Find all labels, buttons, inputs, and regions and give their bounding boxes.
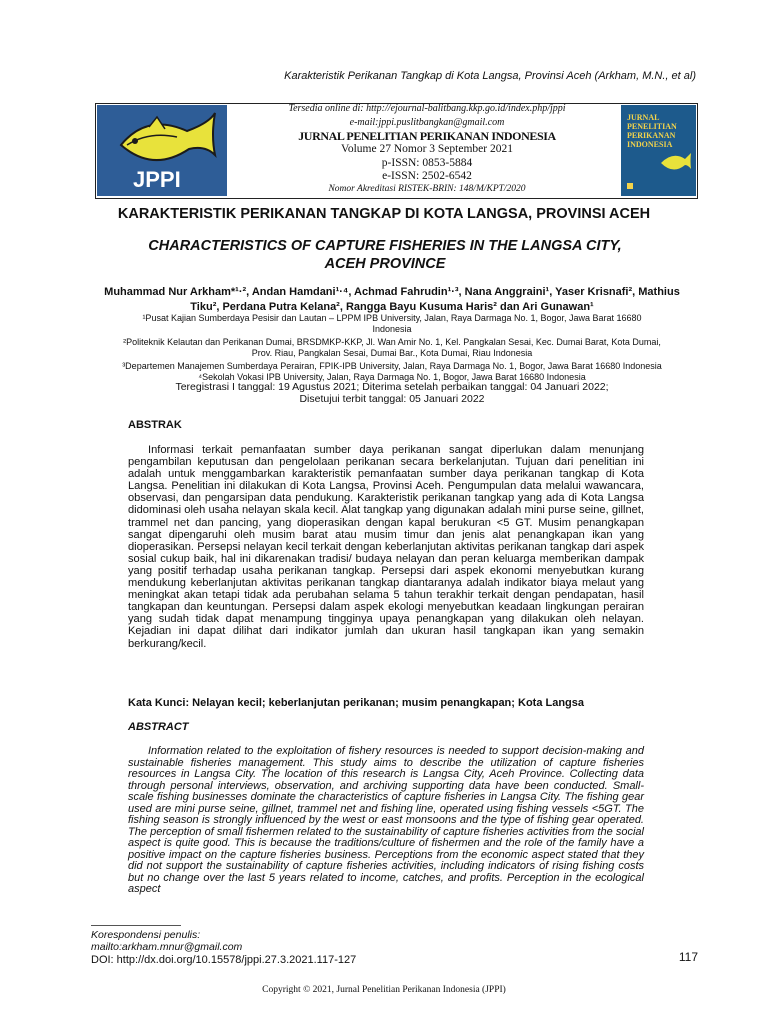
journal-online-url: Tersedia online di: http://ejournal-balitbang.kkp.go.id/index.php/jppi xyxy=(288,103,566,114)
journal-cover xyxy=(621,105,696,196)
title-english-line-2: ACEH PROVINCE xyxy=(324,256,446,272)
author-list xyxy=(88,285,696,315)
title-indonesian: KARAKTERISTIK PERIKANAN TANGKAP DI KOTA LANGSA, PROVINSI ACEH xyxy=(117,206,651,222)
journal-eissn: e-ISSN: 2502-6542 xyxy=(382,170,472,182)
cover-title-4: INDONESIA xyxy=(627,140,673,149)
abstrak-paragraph: Informasi terkait pemanfaatan sumber daya perikanan sangat diperlukan dalam menunjang pengambilan keputusan dan pengelolaan perikanan secara berkelanjutan. Tujuan dari penelitian ini adalah untuk menggambarkan karakteristik pemanfaatan sumber daya perikanan tangkap di Kota Langsa. Penelitian ini dilakukan di Kota Langsa, Provinsi Aceh. Pengumpulan data melalui wawancara, observasi, dan pengarsipan data pendukung. Karakteristik perikanan tangkap yang ada di Kota Langsa didominasi oleh usaha nelayan skala kecil. Alat tangkap yang digunakan adalah mini purse seine, gillnet, trammel net dan pancing, yang dioperasikan dengan kapal berukuran <5 GT. Musim penangkapan sangat dipengaruhi oleh musim barat atau musim timur dan jenis alat penangkapan ikan yang dioperasikan. Persepsi nelayan kecil terkait dengan keberlanjutan aktivitas perikanan tangkap dari aspek sosial cukup baik, hal ini dikarenakan tradisi/ budaya nelayan dan peran keluarga memberikan dampak yang positif terhadap usaha perikanan tangkap. Persepsi dari aspek ekonomi menyebutkan kurang mendukung keberlanjutan aktivitas perikanan tangkap diantaranya adalah indikator biaya melaut yang meningkat akan tetapi tidak ada perubahan selama 5 tahun terakhir terkait dengan pendapatan, hasil tangkapan dan keuntungan. Persepsi dalam aspek ekologi menyebutkan keadaan lingkungan perairan yang sudah tidak dapat menampung tingginya upaya penangkapan yang dilakukan oleh nelayan. Kejadian ini dapat dilihat dari indikator jumlah dan ukuran hasil tangkapan ikan yang semakin berkurang/kecil. xyxy=(128,444,644,650)
journal-accreditation: Nomor Akreditasi RISTEK-BRIN: 148/M/KPT/2020 xyxy=(328,184,526,194)
jppi-logo-text: JPPI xyxy=(133,167,181,192)
cover-title-3: PERIKANAN xyxy=(627,131,676,140)
affiliation-1-line-1: ¹Pusat Kajian Sumberdaya Pesisir dan Lautan – LPPM IPB University, Jalan, Raya Darmaga No. 1, Bogor, Jawa Barat 16680 xyxy=(142,313,642,323)
affiliation-2 xyxy=(88,337,696,359)
author-line-1: Muhammad Nur Arkham*¹·², Andan Hamdani¹·⁴, Achmad Fahrudin¹·³, Nana Anggraini¹, Yaser Krisnafi², Mathius xyxy=(104,286,680,298)
abstract-paragraph: Information related to the exploitation of fishery resources is needed to support decision-making and sustainable fisheries management. This study aims to describe the utilization of capture fisheries resources in Langsa City. The location of this research is Langsa City, Aceh Province. Collecting data through personal interviews, observation, and archiving supporting data have been conducted. Small-scale fishing businesses dominate the characteristics of capture fisheries in Langsa City. The fishing gear used are mini purse seine, gillnet, trammel net and fishing line, operated using fishing vessels <5GT. The fishing season is strongly influenced by the west or east monsoons and the type of fishing gear operated. The perception of small fishermen related to the sustainability of capture fisheries activities from the social aspect is quite good. This is because the traditions/culture of fishermen and the role of the family have a positive impact on the capture fisheries business. Perceptions from the economic aspect stated that they did not support the sustainability of capture fisheries activities, including indicators of rising fishing costs but no change over the last 5 years related to income, catches, and profits. Perception in the ecological aspect xyxy=(128,745,644,895)
abstrak-heading: ABSTRAK xyxy=(128,419,182,431)
footnote-divider xyxy=(91,925,181,926)
title-english-line-1: CHARACTERISTICS OF CAPTURE FISHERIES IN THE LANGSA CITY, xyxy=(148,238,622,254)
registration-line-1: Teregistrasi I tanggal: 19 Agustus 2021; Diterima setelah perbaikan tanggal: 04 Januari 2022; xyxy=(175,381,609,393)
correspondence-label: Korespondensi penulis: xyxy=(91,929,201,941)
journal-name: JURNAL PENELITIAN PERIKANAN INDONESIA xyxy=(298,129,556,143)
affiliation-1 xyxy=(88,313,696,335)
journal-volume: Volume 27 Nomor 3 September 2021 xyxy=(341,143,513,155)
affiliation-3: ³Departemen Manajemen Sumberdaya Perairan, FPIK-IPB University, Jalan, Raya Darmaga No. 1, Bogor, Jawa Barat 16680 Indonesia xyxy=(122,361,662,371)
registration-line-2: Disetujui terbit tanggal: 05 Januari 2022 xyxy=(299,393,485,405)
copyright-notice: Copyright © 2021, Jurnal Penelitian Perikanan Indonesia (JPPI) xyxy=(262,985,506,995)
abstract-heading: ABSTRACT xyxy=(128,721,189,733)
abstrak-body xyxy=(128,444,644,650)
title-english xyxy=(130,237,640,273)
journal-pissn: p-ISSN: 0853-5884 xyxy=(381,157,473,169)
author-line-2: Tiku², Perdana Putra Kelana², Rangga Bayu Kusuma Haris² dan Ari Gunawan¹ xyxy=(190,301,594,313)
abstract-body xyxy=(128,746,644,896)
affiliation-4: ⁴Sekolah Vokasi IPB University, Jalan, Raya Darmaga No. 1, Bogor, Jawa Barat 16680 Indonesia xyxy=(198,372,586,382)
affiliation-2-line-2: Prov. Riau, Pangkalan Sesai, Dumai Bar., Kota Dumai, Riau Indonesia xyxy=(251,348,533,358)
registration-dates xyxy=(88,381,696,405)
running-head: Karakteristik Perikanan Tangkap di Kota Langsa, Provinsi Aceh (Arkham, M.N., et al) xyxy=(284,70,696,82)
correspondence-email[interactable]: mailto:arkham.mnur@gmail.com xyxy=(91,941,243,953)
cover-title-1: JURNAL xyxy=(627,113,660,122)
cover-title-2: PENELITIAN xyxy=(627,122,677,131)
page-number: 117 xyxy=(678,950,698,964)
cover-mark xyxy=(627,183,633,189)
kata-kunci: Kata Kunci: Nelayan kecil; keberlanjutan perikanan; musim penangkapan; Kota Langsa xyxy=(128,697,585,709)
cover-fish-icon xyxy=(659,151,693,173)
journal-email: e-mail:jppi.puslitbangkan@gmail.com xyxy=(349,117,505,128)
doi-link[interactable]: DOI: http://dx.doi.org/10.15578/jppi.27.3.2021.117-127 xyxy=(91,954,357,966)
affiliation-2-line-1: ²Politeknik Kelautan dan Perikanan Dumai, BRSDMKP-KKP, Jl. Wan Amir No. 1, Kel. Pangkalan Sesai, Kec. Dumai Barat, Kota Dumai, xyxy=(123,337,661,347)
jppi-logo xyxy=(97,105,227,196)
affiliation-1-line-2: Indonesia xyxy=(372,324,412,334)
